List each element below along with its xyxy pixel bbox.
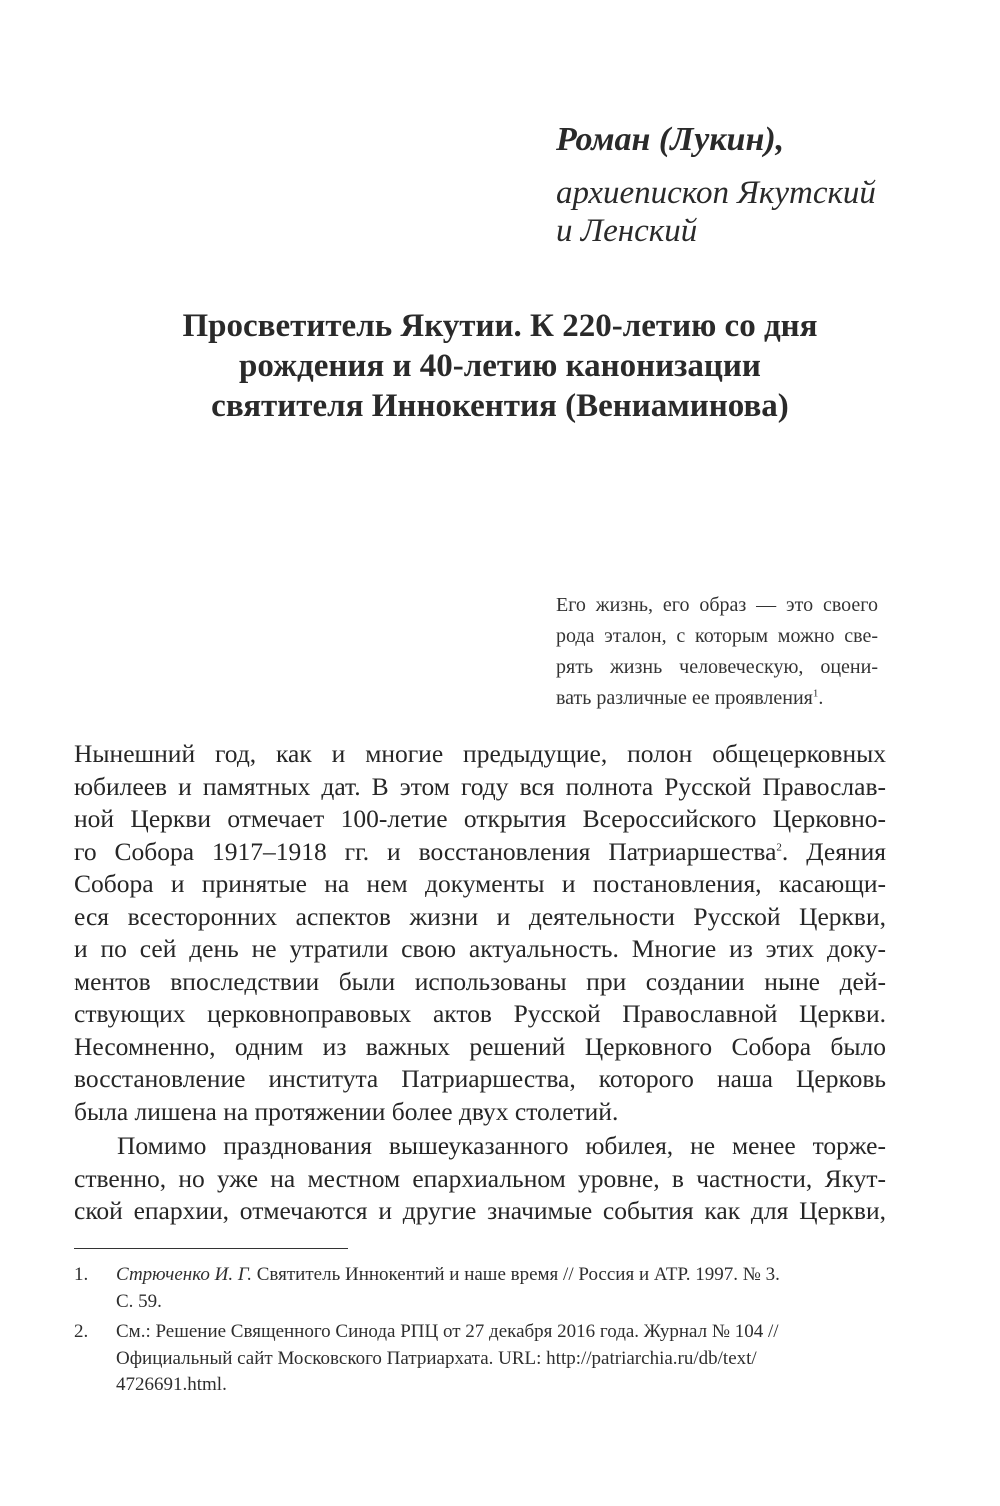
text-line: восстановление института Патриаршества, которого наша Церковь: [74, 1064, 886, 1093]
text-line-with-ref: [74, 836, 886, 869]
footnote-ref[interactable]: 2: [776, 841, 782, 853]
article-title-line: рождения и 40-летию канонизации: [239, 348, 761, 384]
epigraph-line: рять жизнь человеческую, оцени-: [556, 656, 878, 678]
text-line: Несомненно, одним из важных решений Церковного Собора было: [74, 1031, 886, 1061]
text-line: юбилеев и памятных дат. В этом году вся полнота Русской Православ-: [74, 771, 886, 801]
footnote-link-line[interactable]: 4726691.html.: [116, 1374, 227, 1395]
footnote: [74, 1262, 886, 1315]
footnote-divider: [74, 1248, 348, 1249]
text-line: Нынешний год, как и многие предыдущие, полон общецерковных: [74, 739, 886, 768]
text-line: ской епархии, отмечаются и другие значимые события как для Церкви,: [74, 1196, 886, 1225]
paragraph: [74, 1130, 886, 1228]
text-fragment: го Собора 1917–1918 гг. и восстановления Патриаршества: [74, 836, 777, 866]
footnote-line: [116, 1262, 886, 1289]
text-line: ментов впоследствии были использованы при создании ныне дей-: [74, 966, 886, 996]
paragraph: [74, 738, 886, 1128]
footnote-number: 2.: [74, 1321, 89, 1342]
author-block: [556, 118, 956, 250]
footnotes: [74, 1262, 886, 1399]
text-line: ной Церкви отмечает 100-летие открытия Всероссийского Церковно-: [74, 804, 886, 833]
footnote-link-line[interactable]: Официальный сайт Московского Патриархата. URL: http://patriarchia.ru/db/text/: [116, 1347, 757, 1369]
author-title-line: и Ленский: [556, 213, 698, 249]
footnote-line: С. 59.: [116, 1290, 162, 1312]
footnote-text: Святитель Иннокентий и наше время // Россия и АТР. 1997. № 3.: [252, 1264, 780, 1285]
text-fragment: . Деяния: [781, 836, 886, 866]
article-title-line: святителя Иннокентия (Вениаминова): [211, 388, 789, 424]
article-title: [100, 306, 900, 426]
text-line: еся всесторонних аспектов жизни и деятельности Русской Церкви,: [74, 901, 886, 931]
text-line: Собора и принятые на нем документы и постановления, касающи-: [74, 869, 886, 898]
footnote-line: См.: Решение Священного Синода РПЦ от 27 декабря 2016 года. Журнал № 104 //: [116, 1321, 779, 1342]
epigraph-line-last: [556, 683, 878, 714]
footnote: [74, 1319, 886, 1399]
epigraph-line: рода эталон, с которым можно све-: [556, 625, 878, 647]
footnote-ref[interactable]: 1: [812, 687, 819, 700]
epigraph-line: вать различные ее проявления: [556, 687, 813, 709]
epigraph-end: .: [818, 687, 824, 709]
footnote-number: 1.: [74, 1264, 89, 1285]
text-line: и по сей день не утратили свою актуальность. Многие из этих доку-: [74, 934, 886, 963]
text-line: была лишена на протяжении более двух столетий.: [74, 1096, 619, 1126]
footnote-author: Стрюченко И. Г.: [116, 1264, 252, 1285]
text-line: Помимо празднования вышеуказанного юбилея, не менее торже-: [117, 1131, 886, 1160]
article-title-line: Просветитель Якутии. К 220-летию со дня: [182, 308, 818, 344]
author-title-line: архиепископ Якутский: [556, 175, 876, 211]
epigraph: [556, 590, 878, 714]
epigraph-line: Его жизнь, его образ — это своего: [556, 594, 878, 616]
author-name: Роман (Лукин),: [556, 121, 785, 158]
author-title: [556, 174, 956, 250]
main-text: [74, 738, 886, 1228]
text-line: ственно, но уже на местном епархиальном уровне, в частности, Якут-: [74, 1163, 886, 1193]
text-line: ствующих церковноправовых актов Русской Православной Церкви.: [74, 999, 886, 1028]
